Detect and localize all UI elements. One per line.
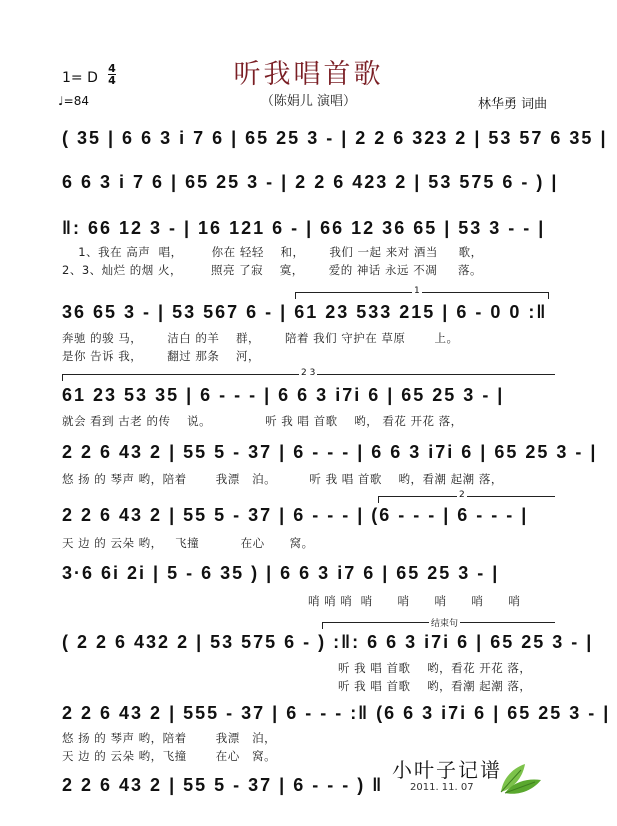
volta-bracket [295,286,549,299]
notation-row: 2 2 6 43 2 | 55 5 - 37 | 6 - - - ) ‖ [62,775,384,795]
leaf-icon [495,760,543,796]
lyric-line: 天 边 的 云朵 哟， 飞撞 在心 窝。 [62,536,314,550]
volta-label: 结束句 [429,616,460,629]
lyric-line: 悠 扬 的 琴声 哟，陪着 我漂 泊， [62,731,277,745]
notation-row: ‖: 66 12 3 - | 16 121 6 - | 66 12 36 65 | 53 3 - - | [62,218,546,238]
volta-bracket [322,619,555,629]
lyric-line: 天 边 的 云朵 哟，飞撞 在心 窝。 [62,749,277,763]
notation-row: 2 2 6 43 2 | 55 5 - 37 | 6 - - - | (6 - - - | 6 - - - | [62,505,529,525]
lyric-line: 就会 看到 古老 的传 说。 听 我 唱 首歌 哟， 看花 开花 落， [62,414,463,428]
song-title: 听我唱首歌 [233,59,384,90]
notation-row: 61 23 53 35 | 6 - - - | 6 6 3 i7i 6 | 65 25 3 - | [62,385,505,405]
notation-row: ( 35 | 6 6 3 i 7 6 | 65 25 3 - | 2 2 6 323 2 | 53 57 6 35 | [62,128,608,148]
lyric-line: 听 我 唱 首歌 哟，看花 开花 落， [338,661,532,675]
lyric-line: 1、我在 高声 唱， 你在 轻轻 和， 我们 一起 来对 酒当 歌， [70,245,483,259]
tempo-marking: ♩=84 [58,94,89,108]
lyric-line: 奔驰 的骏 马， 洁白 的羊 群， 陪着 我们 守护在 草原 上。 [62,331,459,345]
lyric-line: 2、3、灿烂 的烟 火， 照亮 了寂 寞， 爱的 神话 永远 不凋 落。 [62,263,482,277]
performer-credit: （陈娟儿 演唱） [260,94,357,109]
volta-bracket [62,368,555,381]
volta-label: 1 [414,286,420,296]
notation-row: ( 2 2 6 432 2 | 53 575 6 - ) :‖: 6 6 3 i7i 6 | 65 25 3 - | [62,632,594,652]
lyric-line: 是你 告诉 我， 翻过 那条 河， [62,349,261,363]
volta-label: 2 3 [301,368,316,378]
lyric-line: 悠 扬 的 琴声 哟，陪着 我漂 泊。 听 我 唱 首歌 哟，看潮 起潮 落， [62,472,503,486]
notation-row: 2 2 6 43 2 | 555 - 37 | 6 - - - :‖ (6 6 3 i7i 6 | 65 25 3 - | [62,703,611,723]
time-signature-bottom: 4 [108,74,116,87]
watermark-date: 2011. 11. 07 [410,782,474,793]
lyric-line: 听 我 唱 首歌 哟，看潮 起潮 落， [338,679,532,693]
notation-row: 6 6 3 i 7 6 | 65 25 3 - | 2 2 6 423 2 | 53 575 6 - ) | [62,172,559,192]
notation-row: 36 65 3 - | 53 567 6 - | 61 23 533 215 | 6 - 0 0 :‖ [62,302,548,322]
volta-bracket [378,490,555,503]
watermark-text: 小叶子记谱 [392,758,502,782]
volta-label: 2 [459,490,465,500]
notation-row: 2 2 6 43 2 | 55 5 - 37 | 6 - - - | 6 6 3 i7i 6 | 65 25 3 - | [62,442,598,462]
time-signature-top: 4 [108,62,116,75]
notation-row: 3·6 6i 2i | 5 - 6 35 ) | 6 6 3 i7 6 | 65 25 3 - | [62,563,500,583]
key-signature: 1= D [62,70,98,86]
lyric-line: 哨 哨 哨 哨 哨 哨 哨 哨 [308,594,521,608]
composer-credit: 林华勇 词曲 [478,97,548,112]
time-signature [108,63,116,86]
